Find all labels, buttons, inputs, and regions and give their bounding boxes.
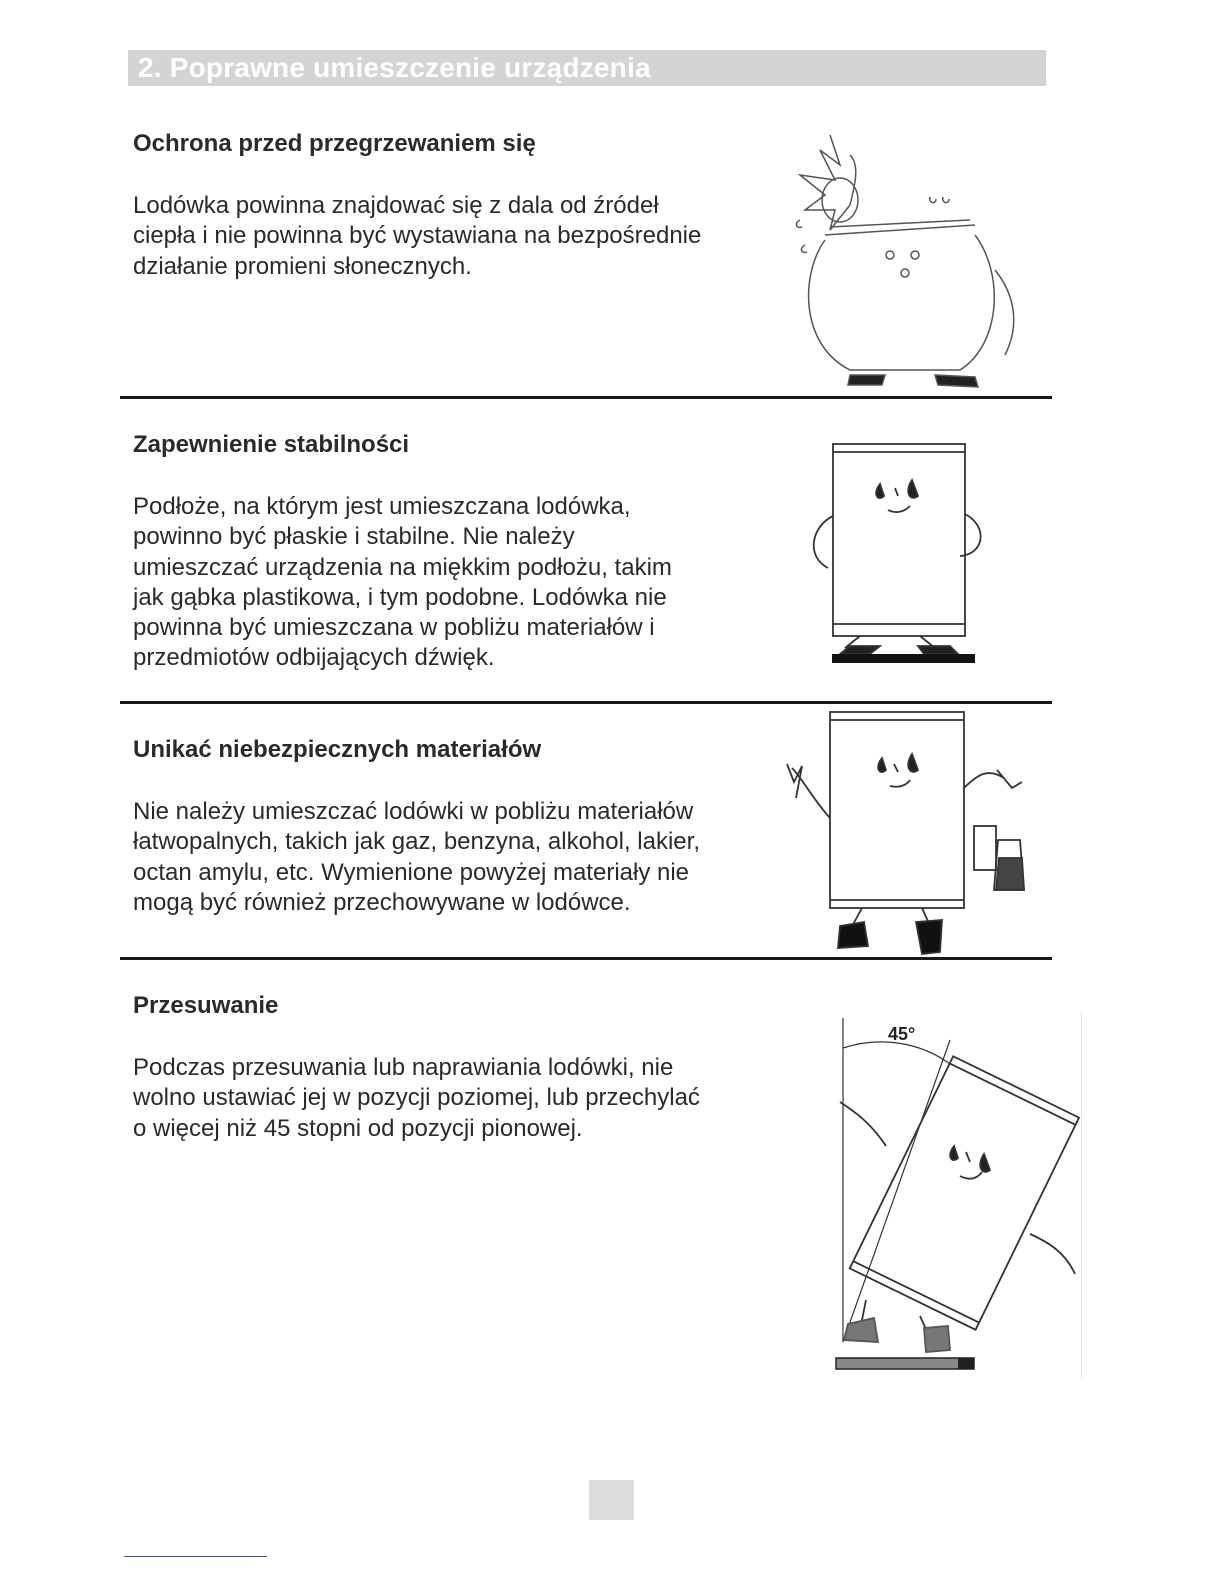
section-divider	[120, 396, 1052, 399]
page-number-box	[589, 1480, 634, 1520]
body-line: umieszczać urządzenia na miękkim podłożu, takim	[133, 553, 672, 581]
body-line: wolno ustawiać jej w pozycji poziomej, lub przechylać	[133, 1084, 700, 1112]
section-body-stability	[133, 492, 773, 674]
footer-line	[124, 1556, 267, 1557]
section-body-overheating	[133, 191, 773, 282]
standing-fridge-icon	[800, 436, 990, 668]
body-line: octan amylu, etc. Wymienione powyżej materiały nie	[133, 858, 690, 886]
angle-label: 45°	[888, 1024, 916, 1044]
body-line: działanie promieni słonecznych.	[133, 252, 472, 280]
body-line: Podczas przesuwania lub naprawiania lodówki, nie	[133, 1054, 674, 1081]
body-line: Podłoże, na którym jest umieszczana lodówka,	[133, 493, 631, 520]
section-title-moving: Przesuwanie	[133, 992, 279, 1019]
body-line: przedmiotów odbijających dźwięk.	[133, 644, 495, 672]
section-body-moving	[133, 1053, 773, 1144]
body-line: o więcej niż 45 stopni od pozycji pionowej.	[133, 1114, 583, 1142]
image-edge	[1081, 1012, 1082, 1378]
section-divider	[120, 957, 1052, 960]
body-line: powinna być umieszczana w pobliżu materiałów i	[133, 614, 655, 642]
section-header	[128, 50, 1046, 86]
fridge-with-bottle-icon	[782, 708, 1040, 960]
overheated-fridge-icon	[780, 125, 1050, 397]
body-line: Nie należy umieszczać lodówki w pobliżu materiałów	[133, 798, 694, 825]
tilted-fridge-icon	[820, 1012, 1082, 1374]
body-line: mogą być również przechowywane w lodówce.	[133, 888, 631, 916]
body-line: jak gąbka plastikowa, i tym podobne. Lodówka nie	[133, 583, 667, 611]
body-line: Lodówka powinna znajdować się z dala od źródeł	[133, 192, 659, 219]
section-header-title: 2. Poprawne umieszczenie urządzenia	[138, 52, 651, 83]
section-divider	[120, 701, 1052, 704]
section-body-hazardous	[133, 797, 773, 918]
section-title-stability: Zapewnienie stabilności	[133, 431, 410, 458]
section-title-overheating: Ochrona przed przegrzewaniem się	[133, 130, 536, 157]
section-title-hazardous: Unikać niebezpiecznych materiałów	[133, 736, 542, 763]
body-line: łatwopalnych, takich jak gaz, benzyna, alkohol, lakier,	[133, 828, 700, 856]
body-line: ciepła i nie powinna być wystawiana na bezpośrednie	[133, 222, 702, 250]
body-line: powinno być płaskie i stabilne. Nie należy	[133, 523, 575, 551]
